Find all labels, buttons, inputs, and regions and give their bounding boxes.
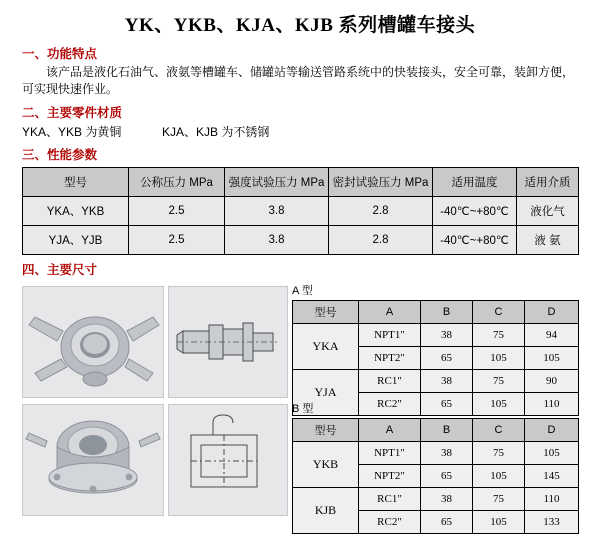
cell-model: YKA [293, 324, 359, 370]
dimension-caption-b: B 型 [292, 403, 314, 415]
cell-a: RC1" [359, 370, 421, 393]
materials-right: KJA、KJB 为不锈钢 [162, 125, 270, 139]
performance-table [22, 167, 579, 255]
cell-model: YKB [293, 442, 359, 488]
col-header-temperature: 适用温度 [433, 168, 517, 197]
table-row [293, 324, 579, 347]
cell-b: 38 [421, 324, 473, 347]
cell-d: 110 [525, 393, 579, 416]
cell-c: 75 [473, 324, 525, 347]
table-header-row [23, 168, 579, 197]
cell-model: YKA、YKB [23, 197, 129, 226]
cell-a: RC2" [359, 393, 421, 416]
cell-model: YJA、YJB [23, 226, 129, 255]
col-header-seal-pressure: 密封试验压力 MPa [329, 168, 433, 197]
cell-a: NPT2" [359, 465, 421, 488]
cell-d: 105 [525, 442, 579, 465]
cell-b: 38 [421, 488, 473, 511]
col-header-b: B [421, 419, 473, 442]
coupling-photo-b-image [23, 405, 163, 515]
materials-line [22, 123, 600, 140]
table-row [293, 370, 579, 393]
cell-a: RC2" [359, 511, 421, 534]
col-header-d: D [525, 419, 579, 442]
cell-a: NPT2" [359, 347, 421, 370]
section-heading-materials: 二、主要零件材质 [22, 106, 123, 120]
coupling-photo-b [22, 404, 164, 516]
coupling-drawing-a-image [169, 287, 287, 397]
cell-a: RC1" [359, 488, 421, 511]
cell-a: NPT1" [359, 442, 421, 465]
cell-c: 105 [473, 465, 525, 488]
cell-c: 75 [473, 370, 525, 393]
cell-nominal-pressure: 2.5 [129, 197, 225, 226]
dimension-caption-a: A 型 [292, 285, 313, 297]
cell-b: 38 [421, 442, 473, 465]
cell-model: KJB [293, 488, 359, 534]
section-heading-performance: 三、性能参数 [22, 148, 98, 162]
dimension-block-a [292, 282, 578, 416]
col-header-strength-pressure: 强度试验压力 MPa [225, 168, 329, 197]
coupling-photo-a [22, 286, 164, 398]
table-header-row [293, 419, 579, 442]
section-heading-dimensions: 四、主要尺寸 [22, 263, 98, 277]
cell-d: 90 [525, 370, 579, 393]
coupling-drawing-b-image [169, 405, 287, 515]
col-header-a: A [359, 419, 421, 442]
cell-b: 65 [421, 465, 473, 488]
cell-d: 110 [525, 488, 579, 511]
cell-c: 105 [473, 347, 525, 370]
cell-a: NPT1" [359, 324, 421, 347]
coupling-drawing-a [168, 286, 288, 398]
dimension-table-a [292, 300, 579, 416]
cell-c: 105 [473, 393, 525, 416]
cell-c: 75 [473, 442, 525, 465]
materials-left: YKA、YKB 为黄铜 [22, 125, 122, 139]
section-heading-features: 一、功能特点 [22, 47, 98, 61]
cell-d: 105 [525, 347, 579, 370]
table-row [293, 442, 579, 465]
cell-nominal-pressure: 2.5 [129, 226, 225, 255]
table-row [23, 226, 579, 255]
cell-c: 105 [473, 511, 525, 534]
cell-b: 38 [421, 370, 473, 393]
cell-model: YJA [293, 370, 359, 416]
table-row [293, 488, 579, 511]
cell-temperature: -40℃~+80℃ [433, 226, 517, 255]
cell-strength-pressure: 3.8 [225, 197, 329, 226]
table-header-row [293, 301, 579, 324]
col-header-b: B [421, 301, 473, 324]
cell-d: 133 [525, 511, 579, 534]
features-body: 该产品是液化石油气、液氨等槽罐车、储罐站等输送管路系统中的快装接头，安全可靠，装卸方便，可实现快速作业。 [22, 65, 575, 96]
cell-b: 65 [421, 393, 473, 416]
cell-medium: 液 氨 [517, 226, 579, 255]
col-header-model: 型号 [23, 168, 129, 197]
table-row [23, 197, 579, 226]
col-header-nominal-pressure: 公称压力 MPa [129, 168, 225, 197]
col-header-d: D [525, 301, 579, 324]
cell-temperature: -40℃~+80℃ [433, 197, 517, 226]
coupling-drawing-b [168, 404, 288, 516]
col-header-model: 型号 [293, 419, 359, 442]
col-header-c: C [473, 301, 525, 324]
col-header-c: C [473, 419, 525, 442]
cell-b: 65 [421, 511, 473, 534]
cell-seal-pressure: 2.8 [329, 197, 433, 226]
col-header-a: A [359, 301, 421, 324]
col-header-model: 型号 [293, 301, 359, 324]
col-header-medium: 适用介质 [517, 168, 579, 197]
cell-b: 65 [421, 347, 473, 370]
cell-medium: 液化气 [517, 197, 579, 226]
cell-c: 75 [473, 488, 525, 511]
dimension-block-b [292, 400, 578, 534]
cell-d: 94 [525, 324, 579, 347]
cell-strength-pressure: 3.8 [225, 226, 329, 255]
cell-d: 145 [525, 465, 579, 488]
cell-seal-pressure: 2.8 [329, 226, 433, 255]
dimension-table-b [292, 418, 579, 534]
coupling-photo-a-image [23, 287, 163, 397]
page-title: YK、YKB、KJA、KJB 系列槽罐车接头 [124, 15, 476, 36]
